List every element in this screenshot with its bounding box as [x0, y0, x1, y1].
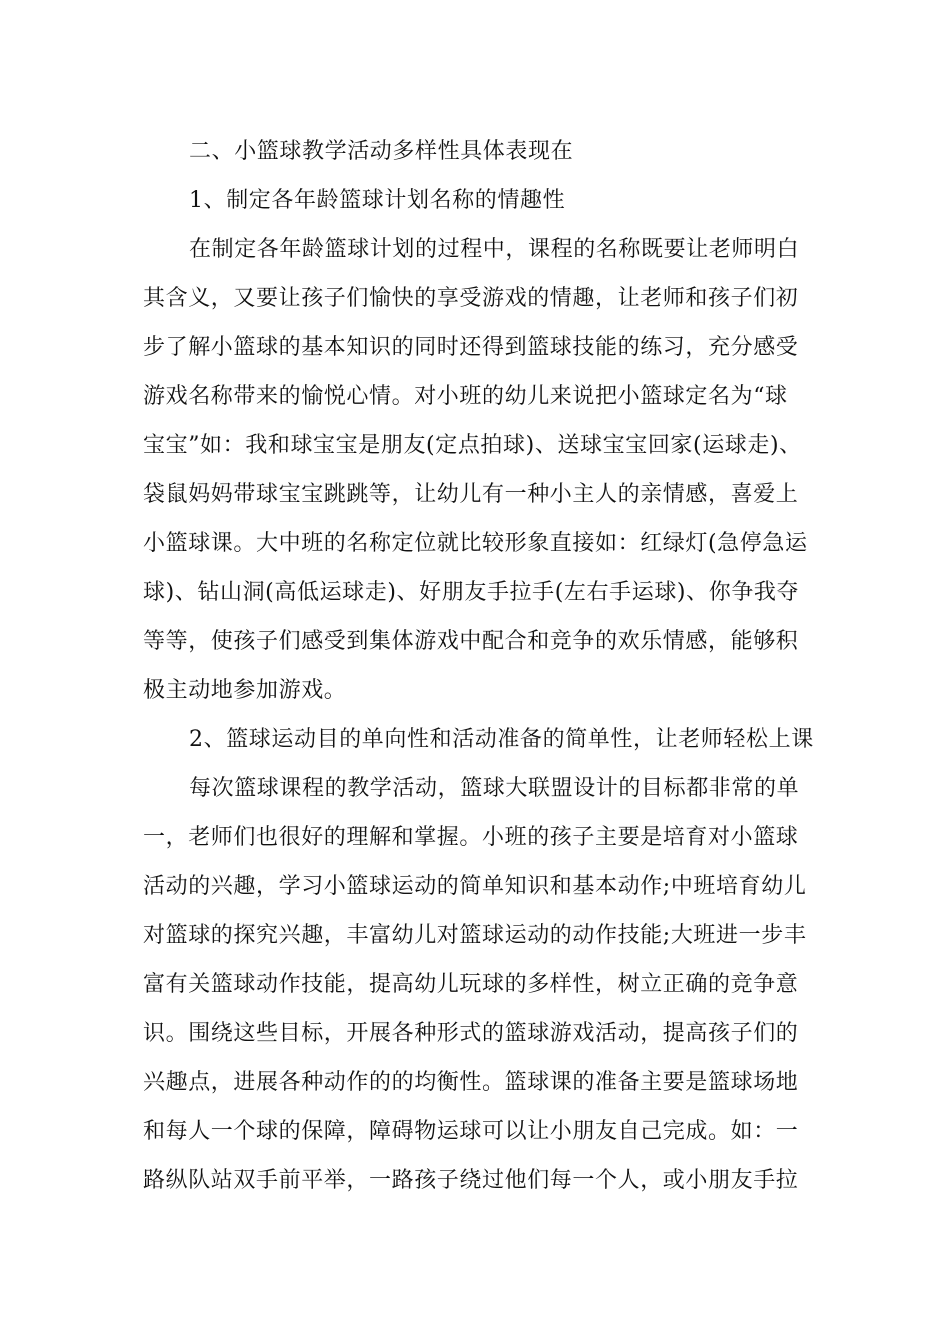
paragraph-1-line: 在制定各年龄篮球计划的过程中，课程的名称既要让老师明白 [189, 237, 800, 262]
paragraph-1-line: 等等，使孩子们感受到集体游戏中配合和竞争的欢乐情感，能够积 [143, 629, 799, 654]
paragraph-1-line: 袋鼠妈妈带球宝宝跳跳等，让幼儿有一种小主人的亲情感，喜爱上 [143, 482, 799, 507]
paragraph-2-line: 每次篮球课程的教学活动，篮球大联盟设计的目标都非常的单 [189, 776, 800, 801]
paragraph-2-line: 路纵队站双手前平举，一路孩子绕过他们每一个人，或小朋友手拉 [143, 1168, 799, 1193]
paragraph-1-line: 极主动地参加游戏。 [143, 678, 347, 703]
paragraph-1-line: 小篮球课。大中班的名称定位就比较形象直接如：红绿灯(急停急运 [143, 531, 808, 556]
paragraph-1-line: 其含义，又要让孩子们愉快的享受游戏的情趣，让老师和孩子们初 [143, 286, 799, 311]
paragraph-2-line: 和每人一个球的保障，障碍物运球可以让小朋友自己完成。如：一 [143, 1119, 799, 1144]
section-heading: 二、小篮球教学活动多样性具体表现在 [189, 139, 574, 164]
paragraph-1-line: 宝宝”如：我和球宝宝是朋友(定点拍球)、送球宝宝回家(运球走)、 [143, 433, 802, 458]
paragraph-2-line: 富有关篮球动作技能，提高幼儿玩球的多样性，树立正确的竞争意 [143, 972, 799, 997]
paragraph-2-line: 兴趣点，进展各种动作的的均衡性。篮球课的准备主要是篮球场地 [143, 1070, 799, 1095]
paragraph-1-line: 游戏名称带来的愉悦心情。对小班的幼儿来说把小篮球定名为“球 [143, 384, 788, 409]
subsection-1-heading: 1、制定各年龄篮球计划名称的情趣性 [189, 188, 566, 213]
paragraph-1-line: 步了解小篮球的基本知识的同时还得到篮球技能的练习，充分感受 [143, 335, 799, 360]
paragraph-2-line: 对篮球的探究兴趣，丰富幼儿对篮球运动的动作技能;大班进一步丰 [143, 923, 807, 948]
paragraph-2-line: 活动的兴趣，学习小篮球运动的简单知识和基本动作;中班培育幼儿 [143, 874, 807, 899]
paragraph-2-line: 一，老师们也很好的理解和掌握。小班的孩子主要是培育对小篮球 [143, 825, 799, 850]
paragraph-2-line: 识。围绕这些目标，开展各种形式的篮球游戏活动，提高孩子们的 [143, 1021, 799, 1046]
subsection-2-heading: 2、篮球运动目的单向性和活动准备的简单性，让老师轻松上课 [189, 727, 814, 752]
paragraph-1-line: 球)、钻山洞(高低运球走)、好朋友手拉手(左右手运球)、你争我夺 [143, 580, 800, 605]
